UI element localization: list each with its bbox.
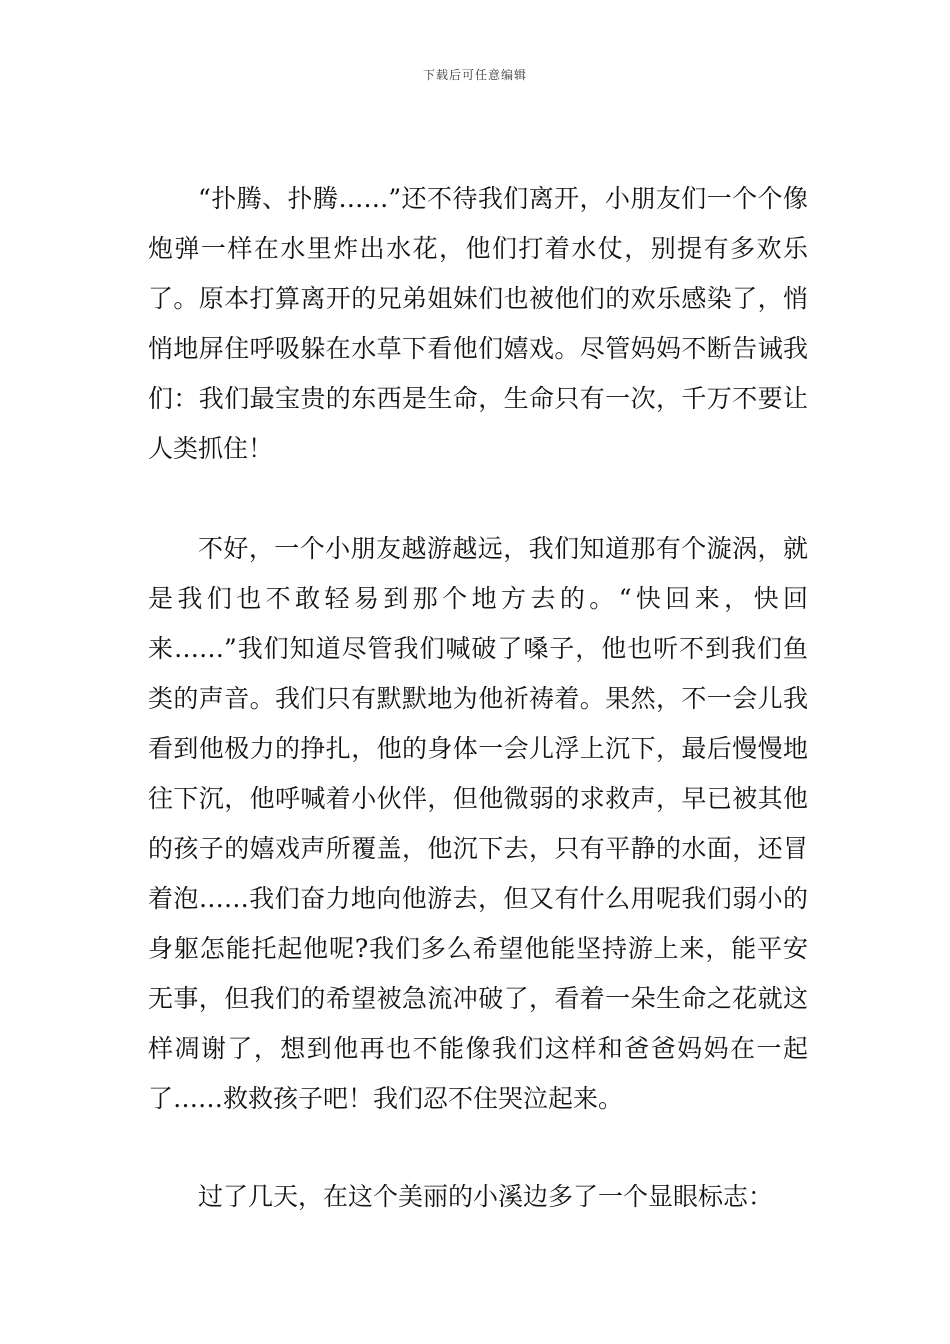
paragraph-1: “扑腾、扑腾……”还不待我们离开，小朋友们一个个像炮弹一样在水里炸出水花，他们打着水仗，别提有多欢乐了。原本打算离开的兄弟姐妹们也被他们的欢乐感染了，悄悄地屏住呼吸躲在水草下看他们嬉戏。尽管妈妈不断告诫我们：我们最宝贵的东西是生命，生命只有一次，千万不要让人类抓住！ (148, 184, 808, 463)
paragraph-3: 过了几天，在这个美丽的小溪边多了一个显眼标志： (198, 1182, 774, 1211)
page-header: 下载后可任意编辑 (422, 68, 527, 82)
paragraph-2: 不好，一个小朋友越游越远，我们知道那有个漩涡，就是我们也不敢轻易到那个地方去的。“快回来，快回来……”我们知道尽管我们喊破了嗓子，他也听不到我们鱼类的声音。我们只有默默地为他祈祷着。果然，不一会儿我看到他极力的挣扎，他的身体一会儿浮上沉下，最后慢慢地往下沉，他呼喊着小伙伴，但他微弱的求救声，早已被其他的孩子的嬉戏声所覆盖，他沉下去，只有平静的水面，还冒着泡……我们奋力地向他游去，但又有什么用呢我们弱小的身躯怎能托起他呢?我们多么希望他能坚持游上来，能平安无事，但我们的希望被急流冲破了，看着一朵生命之花就这样凋谢了，想到他再也不能像我们这样和爸爸妈妈在一起了……救救孩子吧！我们忍不住哭泣起来。 (148, 534, 808, 1113)
